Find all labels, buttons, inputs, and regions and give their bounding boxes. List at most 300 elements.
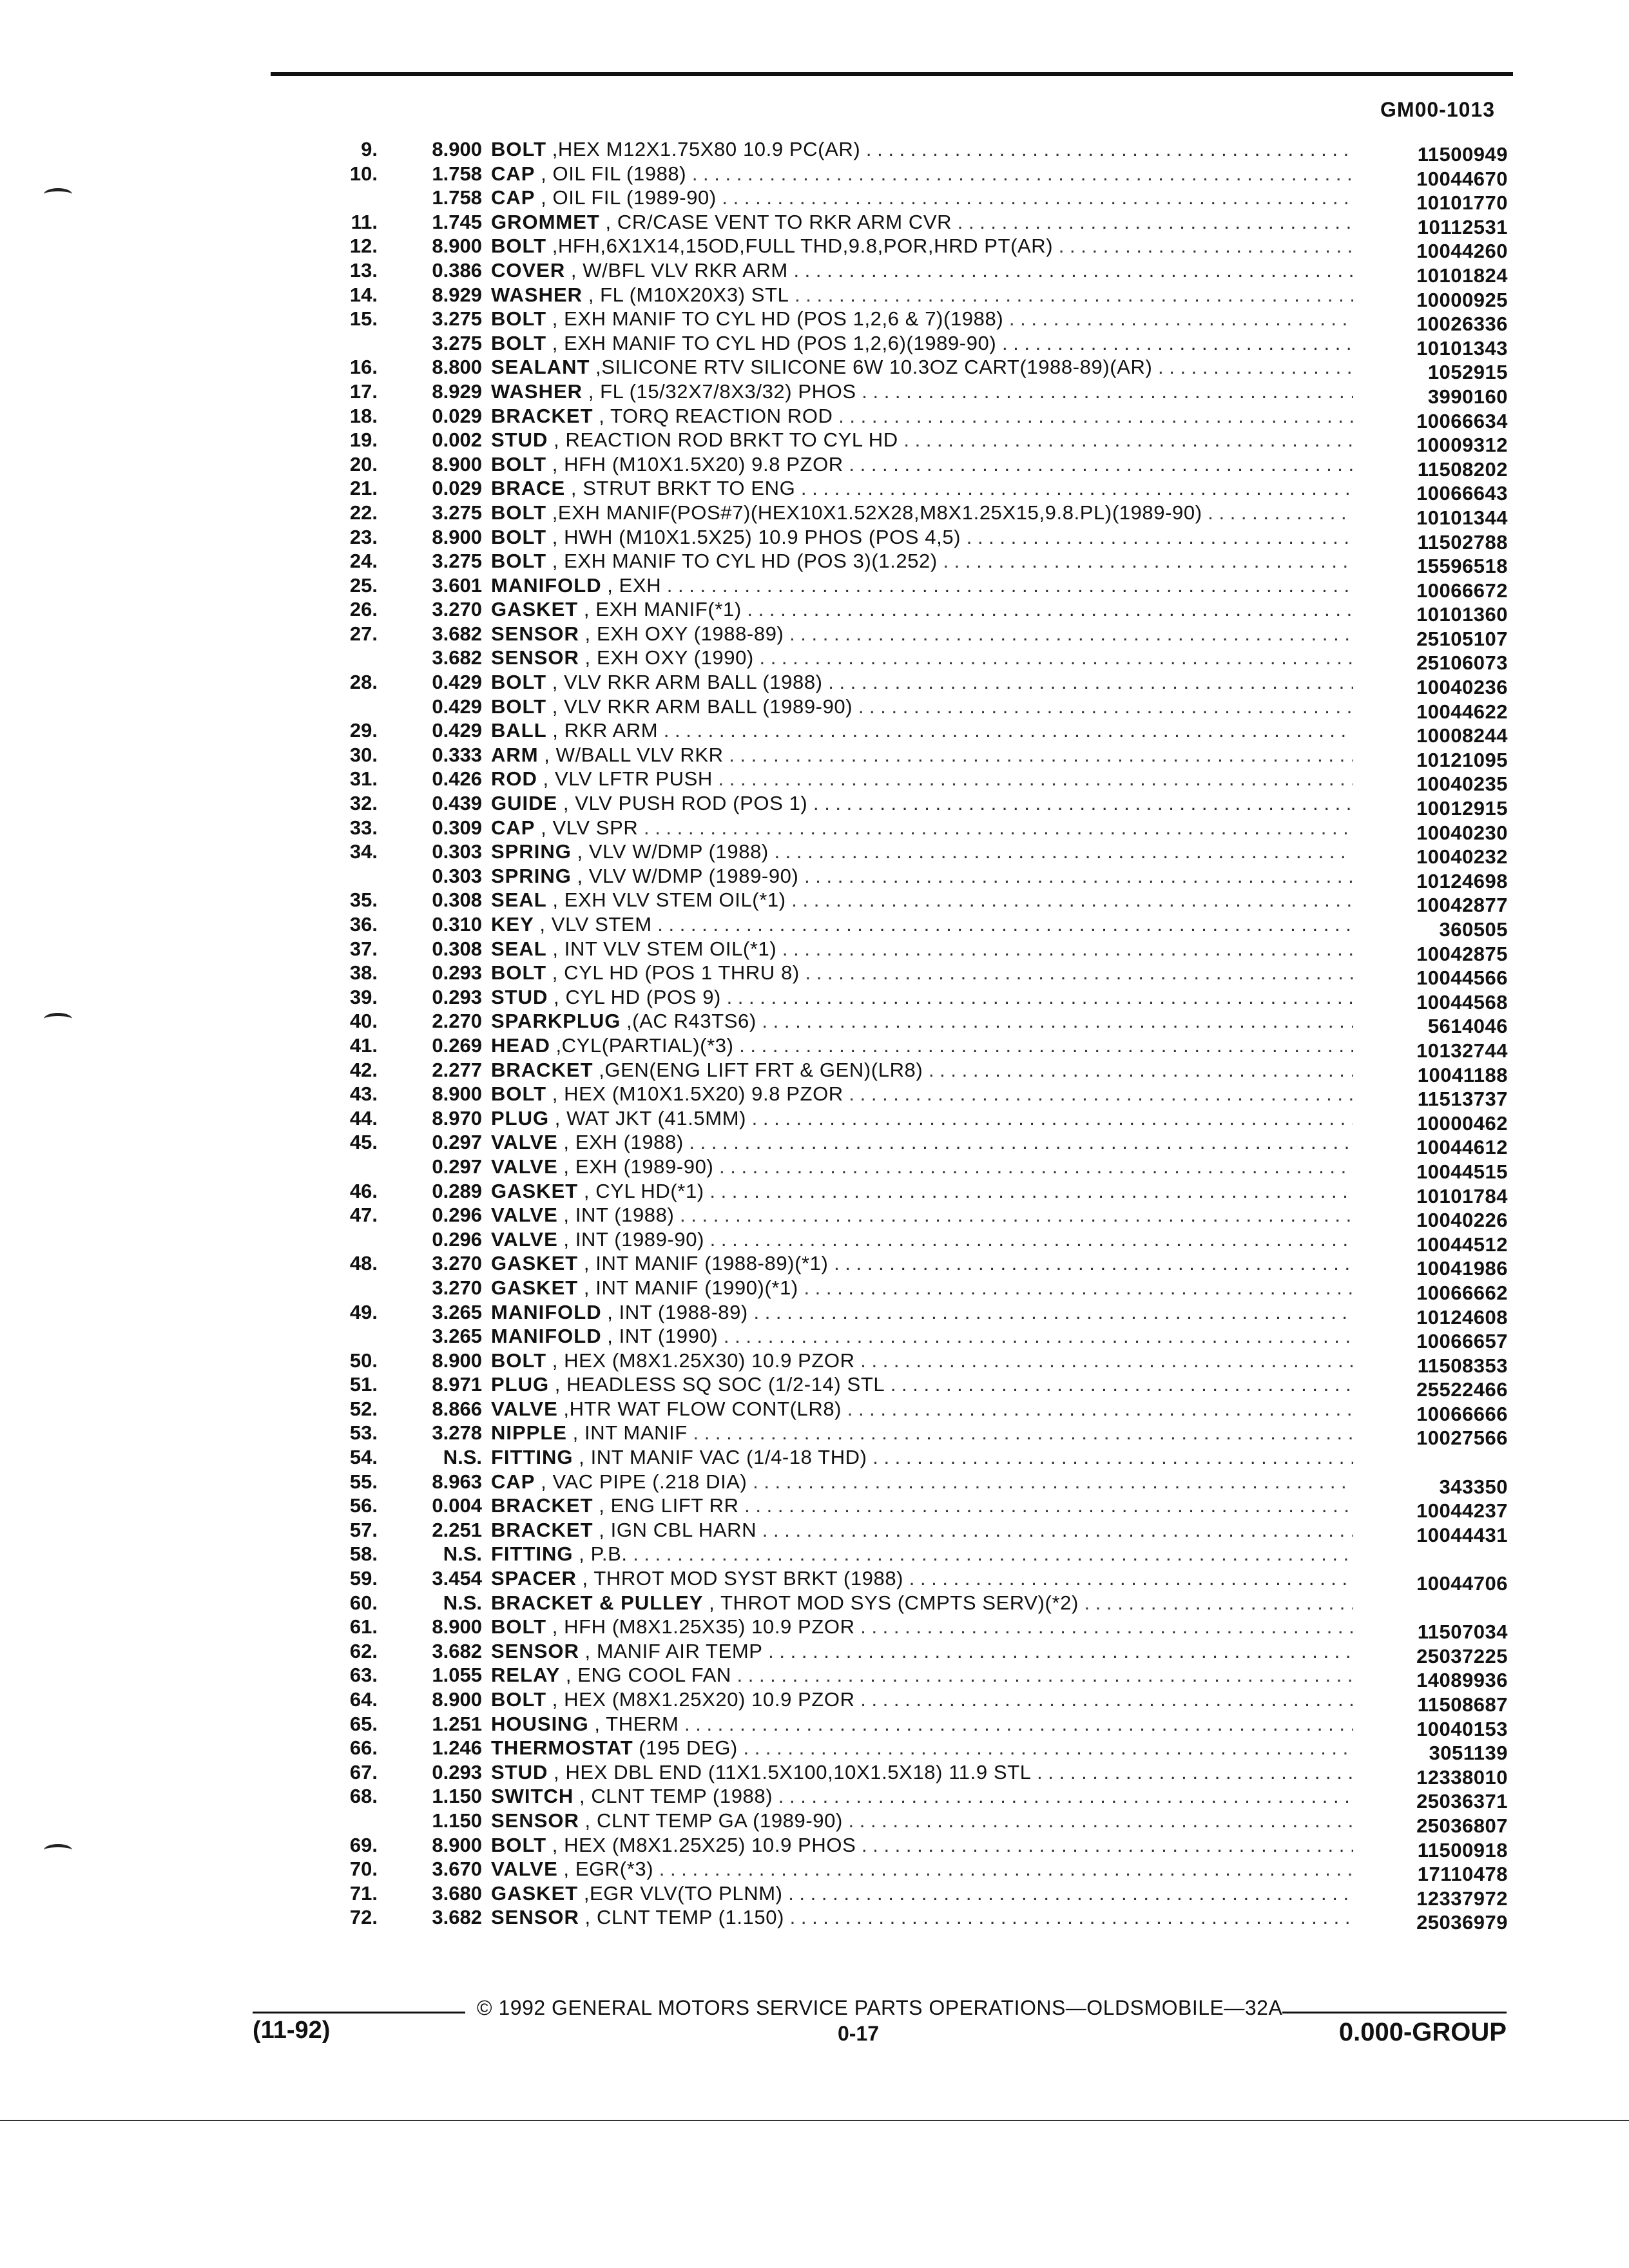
parts-row <box>284 1784 1508 1813</box>
part-description <box>491 404 1353 428</box>
part-description <box>491 549 1353 573</box>
part-description <box>491 1712 1353 1736</box>
part-number: 12337972 <box>1416 1887 1508 1910</box>
part-name: FITTING <box>491 1446 574 1469</box>
part-name: BRACKET <box>491 1058 593 1081</box>
item-number: 18. <box>349 404 378 427</box>
footer-date: (11-92) <box>253 2017 331 2044</box>
part-number: 25105107 <box>1416 627 1508 650</box>
part-number: 10044431 <box>1416 1523 1508 1546</box>
part-number: 10040153 <box>1416 1717 1508 1740</box>
group-number: 3.680 <box>432 1881 482 1905</box>
parts-row <box>284 1130 1508 1159</box>
item-number: 65. <box>349 1712 378 1735</box>
part-name: BOLT <box>491 961 547 985</box>
part-name: THERMOSTAT <box>491 1736 633 1760</box>
part-description <box>491 1372 1353 1397</box>
group-number: 0.429 <box>432 695 482 718</box>
parts-row <box>284 1372 1508 1401</box>
part-name: RELAY <box>491 1664 561 1687</box>
item-number: 24. <box>349 550 378 573</box>
group-number: 0.029 <box>432 404 482 427</box>
item-number: 10. <box>349 162 378 185</box>
part-detail: , CYL HD (POS 1 THRU 8) <box>552 961 800 985</box>
part-detail: , EXH MANIF TO CYL HD (POS 1,2,6 & 7)(1988) <box>552 307 1004 331</box>
part-description <box>491 743 1353 767</box>
parts-row <box>284 1809 1508 1837</box>
part-detail: , INT MANIF (1990)(*1) <box>583 1276 798 1299</box>
parts-row <box>284 1082 1508 1111</box>
part-detail: , INT (1988-89) <box>607 1300 748 1323</box>
parts-row <box>284 307 1508 336</box>
part-name: BOLT <box>491 1833 547 1856</box>
part-description <box>491 355 1353 380</box>
group-number: 0.308 <box>432 937 482 960</box>
group-label: 0.000-GROUP <box>1338 2018 1507 2046</box>
group-number: 3.265 <box>432 1325 482 1348</box>
part-description <box>491 283 1353 307</box>
group-number: 0.310 <box>432 913 482 936</box>
part-description <box>491 1687 1353 1712</box>
part-name: SENSOR <box>491 646 579 669</box>
item-number: 31. <box>349 767 378 791</box>
group-number: 3.275 <box>432 331 482 354</box>
part-name: ARM <box>491 743 539 766</box>
group-number: 8.900 <box>432 235 482 258</box>
part-number: 10041188 <box>1417 1063 1508 1086</box>
parts-row <box>284 1736 1508 1765</box>
part-number: 10044568 <box>1416 990 1508 1014</box>
part-number: 10101784 <box>1416 1184 1508 1207</box>
item-number: 71. <box>349 1881 378 1905</box>
part-detail: , HFH (M8X1.25X35) 10.9 PZOR <box>552 1615 855 1639</box>
group-number: 8.900 <box>432 525 482 548</box>
parts-row <box>284 718 1508 747</box>
part-name: VALVE <box>491 1155 558 1178</box>
part-name: SPRING <box>491 840 572 863</box>
item-number: 34. <box>349 840 378 863</box>
group-number: 0.429 <box>432 719 482 742</box>
part-number: 10066643 <box>1416 482 1508 505</box>
item-number: 16. <box>349 356 378 379</box>
parts-row <box>284 622 1508 650</box>
parts-row <box>284 1276 1508 1304</box>
parts-row <box>284 767 1508 796</box>
item-number: 48. <box>349 1252 378 1275</box>
part-detail: , HEX (M10X1.5X20) 9.8 PZOR <box>552 1082 843 1106</box>
part-number: 10041986 <box>1416 1257 1508 1280</box>
part-name: WASHER <box>491 380 583 403</box>
parts-row <box>284 1179 1508 1207</box>
part-number: 10124608 <box>1416 1305 1508 1329</box>
part-name: CAP <box>491 186 535 209</box>
parts-row <box>284 234 1508 263</box>
part-detail: , EXH OXY (1988-89) <box>584 622 784 645</box>
part-name: GASKET <box>491 1252 579 1275</box>
group-number: 0.293 <box>432 961 482 985</box>
part-detail: , INT MANIF <box>572 1421 688 1445</box>
part-detail: , W/BFL VLV RKR ARM <box>570 258 788 282</box>
part-detail: , THROT MOD SYST BRKT (1988) <box>582 1567 904 1590</box>
part-name: BRACKET <box>491 1518 593 1541</box>
part-number: 10044670 <box>1416 167 1508 190</box>
part-detail: ,EXH MANIF(POS#7)(HEX10X1.52X28,M8X1.25X15,9.8.PL)(1989-90) <box>552 501 1202 524</box>
part-name: GASKET <box>491 1881 579 1905</box>
parts-row <box>284 1300 1508 1329</box>
part-name: BOLT <box>491 695 547 718</box>
part-name: BOLT <box>491 671 547 694</box>
group-number: 0.002 <box>432 428 482 452</box>
parts-row <box>284 816 1508 844</box>
part-description <box>491 646 1353 670</box>
part-number: 10066672 <box>1416 579 1508 602</box>
item-number: 46. <box>349 1179 378 1202</box>
item-number: 39. <box>349 985 378 1008</box>
parts-row <box>284 1349 1508 1377</box>
item-number: 17. <box>349 380 378 403</box>
part-number: 10040236 <box>1416 676 1508 699</box>
part-name: BOLT <box>491 307 547 331</box>
part-description <box>491 985 1353 1010</box>
part-description <box>491 767 1353 791</box>
group-number: 0.426 <box>432 767 482 791</box>
parts-row <box>284 452 1508 481</box>
part-name: CAP <box>491 1470 535 1493</box>
part-detail: , REACTION ROD BRKT TO CYL HD <box>554 428 898 452</box>
parts-row <box>284 1687 1508 1716</box>
parts-row <box>284 404 1508 432</box>
part-detail: , TORQ REACTION ROD <box>599 404 833 427</box>
parts-row <box>284 791 1508 820</box>
part-number: 11507034 <box>1417 1620 1508 1644</box>
parts-row <box>284 1324 1508 1353</box>
part-detail: , EXH MANIF TO CYL HD (POS 3)(1.252) <box>552 550 938 573</box>
item-number: 28. <box>349 671 378 694</box>
group-number: 3.278 <box>432 1421 482 1445</box>
parts-row <box>284 501 1508 529</box>
part-number: 25036371 <box>1416 1790 1508 1813</box>
item-number: 61. <box>349 1615 378 1639</box>
part-number: 10027566 <box>1416 1427 1508 1450</box>
part-name: ROD <box>491 767 537 791</box>
part-detail: , INT MANIF VAC (1/4-18 THD) <box>579 1446 867 1469</box>
group-number: 3.682 <box>432 622 482 645</box>
part-description <box>491 573 1353 598</box>
item-number: 30. <box>349 743 378 766</box>
part-detail: , CLNT TEMP (1988) <box>579 1785 773 1808</box>
part-number: 10026336 <box>1416 312 1508 336</box>
part-number: 10000462 <box>1416 1111 1508 1135</box>
part-detail: , VLV SPR <box>541 816 639 839</box>
part-detail: , INT (1989-90) <box>563 1227 705 1251</box>
group-number: 0.296 <box>432 1227 482 1251</box>
part-description <box>491 1615 1353 1639</box>
part-description <box>491 1421 1353 1445</box>
part-detail: , STRUT BRKT TO ENG <box>570 477 796 500</box>
part-number: 10066662 <box>1416 1281 1508 1304</box>
item-number: 66. <box>349 1736 378 1760</box>
part-description <box>491 525 1353 550</box>
part-number: 10009312 <box>1416 434 1508 457</box>
part-name: BOLT <box>491 138 547 160</box>
part-number: 11502788 <box>1417 530 1508 553</box>
part-number: 11513737 <box>1417 1088 1508 1111</box>
part-detail: ,HFH,6X1X14,15OD,FULL THD,9.8,POR,HRD PT(AR) <box>552 235 1054 258</box>
group-number: 8.900 <box>432 1688 482 1711</box>
part-detail: , THROT MOD SYS (CMPTS SERV)(*2) <box>709 1591 1079 1614</box>
part-name: BOLT <box>491 1688 547 1711</box>
group-number: 1.758 <box>432 186 482 209</box>
group-number: 1.150 <box>432 1785 482 1808</box>
part-name: SEAL <box>491 889 547 912</box>
item-number: 12. <box>349 235 378 258</box>
item-number: 69. <box>349 1833 378 1856</box>
part-detail: , INT VLV STEM OIL(*1) <box>552 937 777 960</box>
part-name: SWITCH <box>491 1785 574 1808</box>
part-number: 10044515 <box>1416 1160 1508 1183</box>
group-number: 2.270 <box>432 1010 482 1033</box>
part-detail: , HEX (M8X1.25X30) 10.9 PZOR <box>552 1349 855 1372</box>
part-description <box>491 1033 1353 1058</box>
part-detail: , FL (15/32X7/8X3/32) PHOS <box>588 380 856 403</box>
part-detail: ,EGR VLV(TO PLNM) <box>583 1881 783 1905</box>
item-number: 67. <box>349 1760 378 1783</box>
part-detail: , HFH (M10X1.5X20) 9.8 PZOR <box>552 452 843 476</box>
footer-rule-right <box>1282 2012 1507 2013</box>
part-name: SEALANT <box>491 356 590 379</box>
part-description <box>491 307 1353 331</box>
parts-row <box>284 937 1508 965</box>
part-number: 10066634 <box>1416 409 1508 432</box>
part-detail: ,CYL(PARTIAL)(*3) <box>555 1033 734 1057</box>
group-number: 1.745 <box>432 210 482 233</box>
item-number: 37. <box>349 937 378 960</box>
part-number: 15596518 <box>1416 555 1508 578</box>
item-number: 20. <box>349 452 378 476</box>
part-number: 10101344 <box>1416 506 1508 529</box>
parts-row <box>284 1155 1508 1183</box>
parts-row <box>284 1566 1508 1595</box>
part-name: VALVE <box>491 1227 558 1251</box>
part-description <box>491 597 1353 622</box>
parts-row <box>284 210 1508 238</box>
part-detail: , HEX (M8X1.25X25) 10.9 PHOS <box>552 1833 856 1856</box>
part-detail: , INT (1990) <box>607 1325 718 1348</box>
item-number: 70. <box>349 1858 378 1881</box>
group-number: 0.303 <box>432 864 482 887</box>
part-description <box>491 1130 1353 1155</box>
parts-row <box>284 428 1508 457</box>
part-number: 11500949 <box>1417 143 1508 166</box>
item-number: 33. <box>349 816 378 839</box>
part-number: 10121095 <box>1416 748 1508 771</box>
part-description <box>491 452 1353 477</box>
item-number: 19. <box>349 428 378 452</box>
part-detail: , VLV RKR ARM BALL (1988) <box>552 671 823 694</box>
part-detail: , VLV RKR ARM BALL (1989-90) <box>552 695 853 718</box>
parts-row <box>284 1615 1508 1644</box>
part-name: MANIFOLD <box>491 1300 602 1323</box>
item-number: 59. <box>349 1567 378 1590</box>
group-number: 8.800 <box>432 356 482 379</box>
item-number: 52. <box>349 1397 378 1420</box>
part-detail: ,HEX M12X1.75X80 10.9 PC(AR) <box>552 138 861 160</box>
part-description <box>491 1349 1353 1373</box>
part-detail: , EXH <box>607 573 662 597</box>
group-number: 1.055 <box>432 1664 482 1687</box>
part-description <box>491 1397 1353 1421</box>
group-number: 8.900 <box>432 1349 482 1372</box>
group-number: 3.270 <box>432 598 482 621</box>
item-number: 54. <box>349 1446 378 1469</box>
part-name: BOLT <box>491 525 547 548</box>
item-number: 55. <box>349 1470 378 1493</box>
group-number: 8.929 <box>432 283 482 306</box>
part-number: 10008244 <box>1416 724 1508 747</box>
part-name: KEY <box>491 913 534 936</box>
part-description <box>491 137 1353 162</box>
parts-row <box>284 1833 1508 1861</box>
item-number: 23. <box>349 525 378 548</box>
part-name: SEAL <box>491 937 547 960</box>
part-description <box>491 331 1353 356</box>
part-description <box>491 1009 1353 1033</box>
group-number: 0.289 <box>432 1179 482 1202</box>
part-detail: , HEX (M8X1.25X20) 10.9 PZOR <box>552 1688 855 1711</box>
part-number: 1052915 <box>1427 361 1508 384</box>
parts-row <box>284 476 1508 505</box>
part-detail: , OIL FIL (1988) <box>541 162 687 185</box>
part-number: 10132744 <box>1416 1039 1508 1062</box>
part-name: SENSOR <box>491 622 579 645</box>
item-number: 57. <box>349 1518 378 1541</box>
part-description <box>491 961 1353 985</box>
item-number: 11. <box>351 210 378 233</box>
group-number: 0.333 <box>432 743 482 766</box>
parts-row <box>284 331 1508 360</box>
part-number: 10044237 <box>1416 1499 1508 1523</box>
part-name: STUD <box>491 1760 548 1783</box>
group-number: 3.270 <box>432 1252 482 1275</box>
part-number: 10101824 <box>1416 264 1508 287</box>
part-detail: , EXH (1988) <box>563 1131 684 1154</box>
part-name: BALL <box>491 719 547 742</box>
parts-row <box>284 597 1508 626</box>
part-name: SENSOR <box>491 1809 579 1832</box>
item-number: 44. <box>349 1106 378 1129</box>
group-number: 8.929 <box>432 380 482 403</box>
part-name: MANIFOLD <box>491 1325 602 1348</box>
part-name: HOUSING <box>491 1712 589 1735</box>
footer-copyright: © 1992 GENERAL MOTORS SERVICE PARTS OPERATIONS—OLDSMOBILE—32A <box>477 1996 1283 2019</box>
group-number: 0.029 <box>432 477 482 500</box>
group-number: 3.275 <box>432 307 482 331</box>
item-number: 53. <box>349 1421 378 1445</box>
part-description <box>491 380 1353 404</box>
part-name: BRACKET & PULLEY <box>491 1591 704 1614</box>
group-number: N.S. <box>443 1591 482 1614</box>
part-description <box>491 1276 1353 1300</box>
part-description <box>491 791 1353 816</box>
part-number: 10044622 <box>1416 700 1508 723</box>
part-number: 10101770 <box>1416 191 1508 215</box>
item-number: 27. <box>349 622 378 645</box>
part-number: 3051139 <box>1429 1742 1508 1765</box>
part-name: GASKET <box>491 1179 579 1202</box>
part-detail: , CLNT TEMP GA (1989-90) <box>584 1809 843 1832</box>
part-number: 10042877 <box>1416 894 1508 917</box>
part-description <box>491 210 1353 235</box>
group-number: 8.866 <box>432 1397 482 1420</box>
item-number: 60. <box>349 1591 378 1614</box>
part-description <box>491 912 1353 937</box>
part-name: BOLT <box>491 550 547 573</box>
part-name: BOLT <box>491 1615 547 1639</box>
part-detail: , IGN CBL HARN <box>599 1518 757 1541</box>
part-description <box>491 1518 1353 1542</box>
part-detail: , VLV STEM <box>539 913 652 936</box>
binder-hole-mark <box>44 188 72 200</box>
parts-row <box>284 1518 1508 1546</box>
header-rule <box>271 72 1513 76</box>
item-number: 63. <box>349 1664 378 1687</box>
part-description <box>491 840 1353 864</box>
parts-row <box>284 258 1508 287</box>
group-number: 3.454 <box>432 1567 482 1590</box>
parts-row <box>284 1881 1508 1910</box>
parts-row <box>284 743 1508 771</box>
parts-row <box>284 380 1508 408</box>
part-detail: , EGR(*3) <box>563 1858 654 1881</box>
parts-row <box>284 1712 1508 1740</box>
part-number: 25036979 <box>1416 1911 1508 1934</box>
group-number: 1.246 <box>432 1736 482 1760</box>
part-number: 343350 <box>1439 1475 1508 1498</box>
part-detail: ,GEN(ENG LIFT FRT & GEN)(LR8) <box>599 1058 923 1081</box>
parts-row <box>284 137 1508 166</box>
part-description <box>491 1881 1353 1906</box>
part-name: BRACKET <box>491 404 593 427</box>
document-id: GM00-1013 <box>1380 98 1495 121</box>
item-number: 35. <box>349 889 378 912</box>
part-number: 10012915 <box>1416 797 1508 820</box>
part-number: 11508202 <box>1417 457 1508 481</box>
part-detail: (195 DEG) <box>639 1736 738 1760</box>
parts-row <box>284 525 1508 553</box>
part-number: 25106073 <box>1416 651 1508 675</box>
item-number: 36. <box>349 913 378 936</box>
part-description <box>491 1833 1353 1858</box>
part-description <box>491 816 1353 840</box>
item-number: 58. <box>349 1542 378 1566</box>
part-detail: , CYL HD(*1) <box>583 1179 704 1202</box>
parts-row <box>284 864 1508 892</box>
item-number: 43. <box>349 1082 378 1106</box>
part-detail: , MANIF AIR TEMP <box>584 1639 763 1662</box>
part-number: 17110478 <box>1417 1863 1508 1886</box>
part-name: BRACE <box>491 477 566 500</box>
item-number: 45. <box>349 1131 378 1154</box>
parts-row <box>284 186 1508 215</box>
group-number: 0.293 <box>432 1760 482 1783</box>
part-name: VALVE <box>491 1131 558 1154</box>
item-number: 42. <box>349 1058 378 1081</box>
part-number: 25036807 <box>1416 1814 1508 1837</box>
item-number: 9. <box>361 138 378 160</box>
parts-row <box>284 840 1508 869</box>
part-detail: , EXH MANIF TO CYL HD (POS 1,2,6)(1989-90) <box>552 331 997 354</box>
part-name: BOLT <box>491 1349 547 1372</box>
